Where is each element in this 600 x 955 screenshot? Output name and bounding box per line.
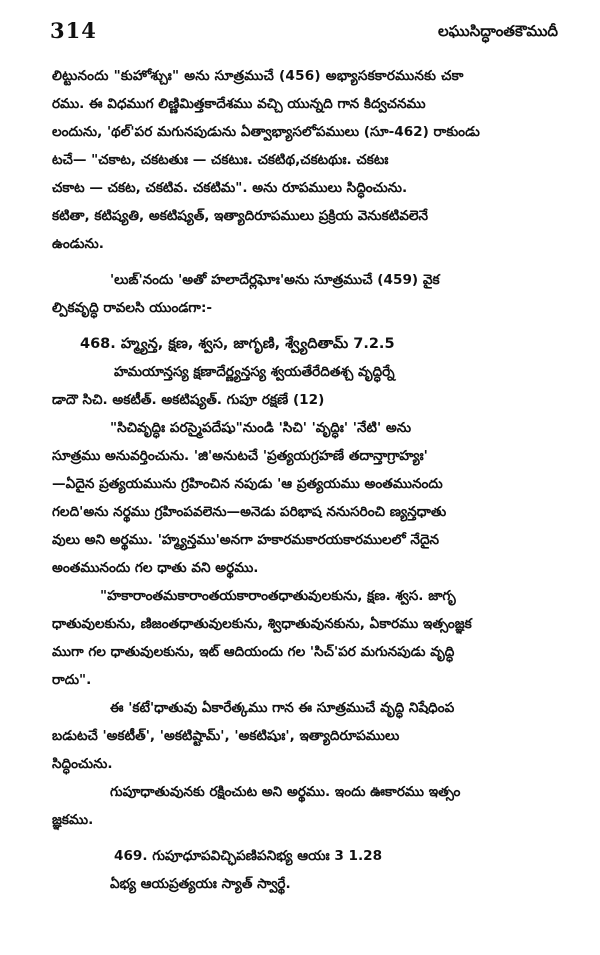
text-line: లందును, 'థల్'పర మగునపుడును ఏత్వాభ్యాసలోపములు (సూ-462) రాకుండు [52,124,480,140]
page-header [50,18,558,48]
text-line: ఈ 'కటే'ధాతువు ఏకారేత్కము గాన ఈ సూత్రముచే వృద్ధి నిషేధింప [110,700,455,716]
text-line: ధాతువులకును, ణిజంతధాతువులకును, శ్విధాతువునకును, ఏకారము ఇత్సంజ్ఞక [52,616,472,632]
text-line: గలది'అను నర్థము గ్రహింపవలెను—అనెడు పరిభాష ననుసరించి ణ్యన్తధాతు [52,504,447,520]
page-body [52,62,567,898]
text-line: కటితా, కటిష్యతి, అకటిష్యత్, ఇత్యాదిరూపములు ప్రక్రియ వెనుకటివలెనే [52,208,429,224]
text-line: 'లుఙ్'నందు 'అతో హలాదేర్లఘోః'అను సూత్రముచే (459) వైక [110,272,440,288]
text-line: "హకారాంతమకారాంతయకారాంతధాతువులకును, క్షణ. శ్వస. జాగృ [100,588,456,604]
text-line: రాదు". [52,672,92,688]
text-line: చకాట — చకట, చకటివ. చకటిమ". అను రూపములు సిద్ధించును. [52,180,408,196]
sutra-commentary: హమయాన్తస్య క్షణాదేర్ణ్యన్తస్య శ్వయతేరేదితశ్చ వృద్ధిర్నే [114,364,395,380]
text-line: జ్ఞకము. [52,812,94,828]
sutra-heading: 468. హ్మ్యన్త, క్షణ, శ్వస, జాగృణి, శ్వ్యేదితామ్ 7.2.5 [80,336,395,352]
text-line: వులు అని అర్థము. 'హ్మ్యన్తము'అనగా హకారమకారయకారములలో నేదైన [52,532,440,548]
text-line: ల్పికవృద్ధి రావలసి యుండగా:- [52,300,213,316]
text-line: అంతమునందు గల ధాతు వని అర్థము. [52,560,259,576]
page-number: 314 [50,18,97,43]
text-line: టచే— "చకాట, చకటతుః — చకటుః. చకటిథ,చకటథుః. చకటః [52,152,389,168]
sutra-commentary: ఏభ్య ఆయప్రత్యయః స్యాత్ స్వార్థే. [110,876,291,892]
text-line: ముగా గల ధాతువులకును, ఇట్ ఆదియందు గల 'సిచ్'పర మగునపుడు వృద్ధి [52,644,455,660]
running-title: లఘుసిద్ధాంతకౌముదీ [438,22,558,40]
text-line: బడుటచే 'అకటీత్', 'అకటిష్టామ్', 'అకటిషుః', ఇత్యాదిరూపములు [52,728,400,744]
sutra-heading: 469. గుపూధూపవిచ్ఛిపణిపనిభ్య ఆయః 3 1.28 [114,848,383,864]
text-line: "సిచివృద్ధిః పరస్మైపదేషు"నుండి 'సిచి' 'వృద్ధిః' 'నేటి' అను [110,420,412,436]
sutra-commentary: డాదౌ సిచి. అకటీత్. అకటిష్యత్. గుపూ రక్షణే (12) [52,392,325,408]
text-line: రము. ఈ విధముగ లిణ్ణిమిత్తకాదేశము వచ్చి యున్నది గాన కిద్వచనము [52,96,426,112]
text-line: సూత్రము అనువర్తించును. 'జి'అనుటచే 'ప్రత్యయగ్రహణే తదాన్తాగ్రాహ్యః' [52,448,428,464]
text-line: లిట్టునందు "కుహోశ్చుః" అను సూత్రముచే (456) అభ్యాసకకారమునకు చకా [52,68,464,84]
text-line: గుపూధాతువునకు రక్షించుట అని అర్థము. ఇందు ఊకారము ఇత్సం [110,784,461,800]
text-line: సిద్ధించును. [52,756,113,772]
text-line: ఉండును. [52,236,104,252]
text-line: —ఏదైన ప్రత్యయమును గ్రహించిన నపుడు 'ఆ ప్రత్యయము అంతమునందు [52,476,443,492]
